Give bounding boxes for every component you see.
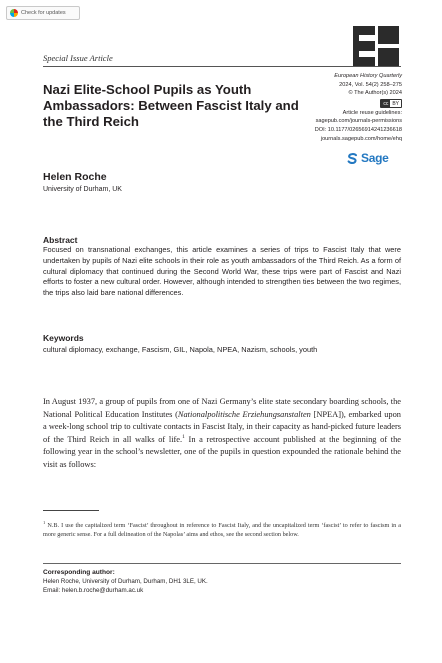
article-metadata	[276, 72, 402, 143]
doi[interactable]: DOI: 10.1177/02656914241236618	[314, 126, 402, 133]
creative-commons-by-icon[interactable]	[380, 99, 402, 108]
publisher-logo	[347, 151, 388, 165]
footnote-text: N.B. I use the capitalized term ‘Fascist’ throughout in reference to Fascist Italy, and the uncapitalized term ‘fascist’ to refer to fascism in a more generic sense. For a full delineation of the Napolas’ aims and ethos, see the second section below.	[43, 522, 401, 539]
footnote-divider	[43, 510, 99, 511]
body-paragraph	[43, 396, 401, 472]
check-for-updates-icon	[10, 9, 18, 17]
journal-name: European History Quarterly	[334, 73, 402, 79]
keywords-heading: Keywords	[43, 333, 84, 343]
abstract-text: Focused on transnational exchanges, this article examines a series of trips to Fascist Italy that were undertaken by pupils of Nazi elite schools in their role as youth ambassadors of the Third Reich. As a form of cultural diplomacy that continued during the Second World War, these trips were part of Fascist and Nazi efforts to foster a new cultural order. However, although intended to strengthen ties between the two regimes, the trips also laid bare national differences.	[43, 245, 401, 298]
footnote-number: 1	[43, 520, 46, 525]
correspondence-heading: Corresponding author:	[43, 569, 115, 576]
sage-logo-icon	[347, 153, 358, 164]
journal-logo-icon	[353, 26, 399, 66]
correspondence-address: Helen Roche, University of Durham, Durham, DH1 3LE, UK.	[43, 578, 208, 585]
article-title: Nazi Elite-School Pupils as Youth Ambassadors: Between Fascist Italy and the Third Reich	[43, 82, 299, 129]
author-affiliation: University of Durham, UK	[43, 186, 122, 193]
correspondence-divider	[43, 563, 401, 564]
body-text-part: In August 1937, a group of pupils from one of Nazi Germany’s elite state secondary boarding schools, the National Political Education Institutes (	[43, 397, 401, 419]
volume-info: 2024, Vol. 54(2) 258–275	[339, 81, 402, 88]
cc-label: cc	[383, 100, 389, 107]
by-label: BY	[392, 100, 399, 107]
check-for-updates-label: Check for updates	[21, 10, 66, 16]
author-name: Helen Roche	[43, 171, 107, 183]
permissions-link[interactable]: sagepub.com/journals-permissions	[315, 118, 402, 125]
check-for-updates-badge[interactable]	[6, 6, 80, 20]
header-divider	[43, 66, 401, 67]
correspondence-email[interactable]: Email: helen.b.roche@durham.ac.uk	[43, 587, 144, 594]
article-type: Special Issue Article	[43, 53, 113, 63]
body-text-part: In a retrospective account published at the beginning of the following year in the school’s newsletter, one of the pupils in question expounded the rationale behind the visit as follows:	[43, 434, 401, 469]
footnote	[43, 518, 401, 540]
publisher-name: Sage	[361, 151, 389, 165]
footnote-reference[interactable]: 1	[182, 433, 185, 440]
reuse-guidelines: Article reuse guidelines:	[342, 109, 402, 116]
copyright: © The Author(s) 2024	[348, 90, 402, 97]
keywords-text: cultural diplomacy, exchange, Fascism, GIL, Napola, NPEA, Nazism, schools, youth	[43, 345, 318, 354]
body-text-italic: Nationalpolitische Erziehungsanstalten	[177, 409, 311, 419]
abstract-heading: Abstract	[43, 235, 78, 245]
journal-url[interactable]: journals.sagepub.com/home/ehq	[320, 135, 402, 142]
body-text-part: [NPEA]), embarked upon a week-long school trip to cultivate contacts in Fascist Italy, in their capacity as hand-picked future leaders of the Third Reich in all walks of life.	[43, 409, 401, 444]
